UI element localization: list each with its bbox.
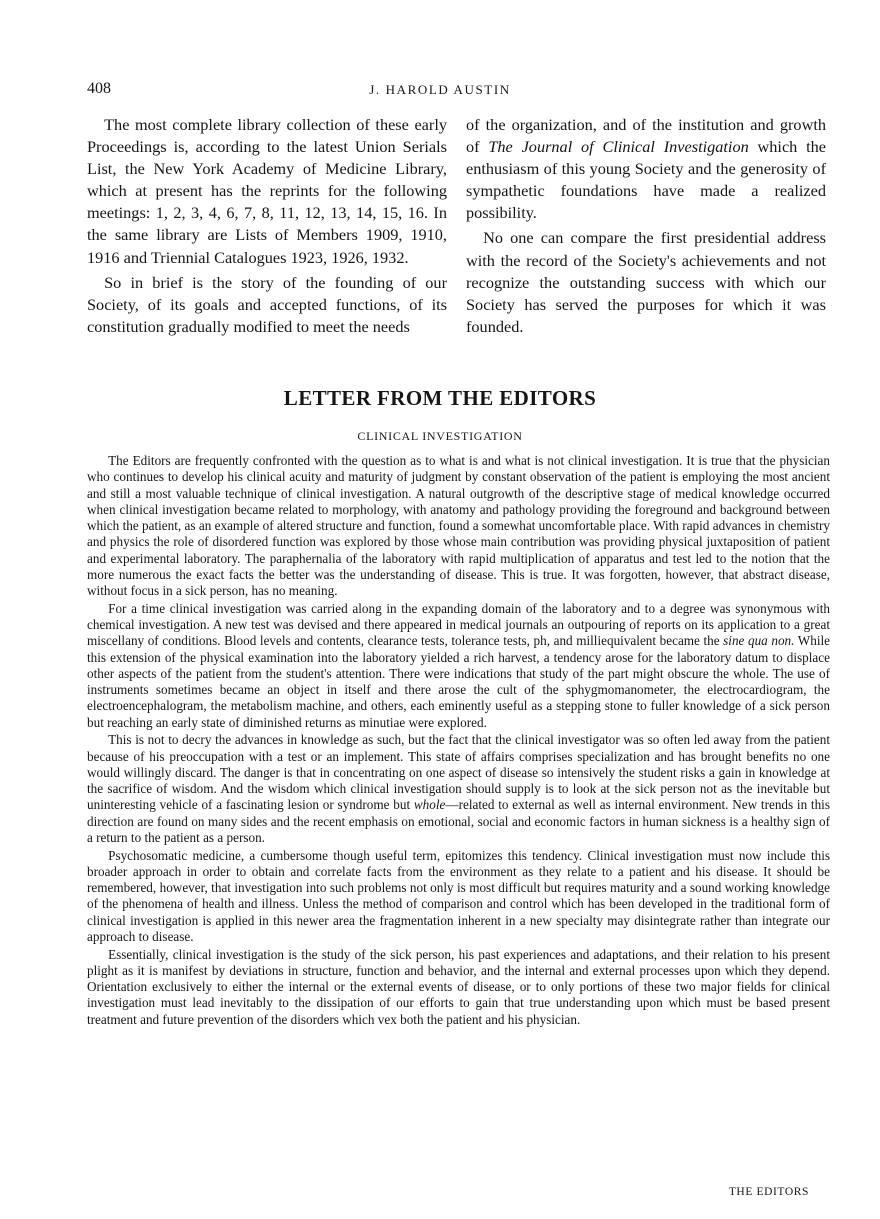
paragraph — [466, 114, 826, 224]
left-column — [87, 114, 447, 338]
section-subtitle: CLINICAL INVESTIGATION — [357, 429, 523, 443]
italic-word: whole — [413, 797, 446, 813]
text-run: While this extension of the physical examination into the laboratory yielded a rich harvest, a tendency arose for the laboratory datum to displace other aspects of the patient from the student's attention. There were indications that study of the part might obscure the whole. The use of instruments sometimes became an object in itself and there arose the cult of the sphygmomanometer, the electrocardiogram, the electroencephalogram, the metabolism machine, and others, each eminently useful as a stepping stone to fuller knowledge of a sick person but reaching an early state of diminished returns as minutiae were explored. — [87, 633, 830, 730]
italic-phrase: sine qua non. — [723, 633, 795, 649]
paragraph: No one can compare the first presidential address with the record of the Society's achievements and not recognize the outstanding success with which our Society has served the purposes for which it was founded. — [466, 228, 826, 336]
paragraph: So in brief is the story of the founding of our Society, of its goals and accepted functions, of its constitution gradually modified to meet the needs — [87, 272, 447, 336]
letter-body — [87, 453, 830, 1028]
text-run: For a time clinical investigation was carried along in the expanding domain of the laboratory and to a degree was synonymous with chemical investigation. A new test was devised and there appeared in medical journals an outpouring of reports on its application to a great miscellany of conditions. Blood levels and contents, clearance tests, tolerance tests, ph, and milliequivalent became the — [87, 600, 830, 649]
running-head: J. HAROLD AUSTIN — [369, 82, 511, 97]
paragraph — [87, 601, 830, 731]
paragraph: Psychosomatic medicine, a cumbersome though useful term, epitomizes this tendency. Clinical investigation must now include this broader approach in order to obtain and correlate facts from the environment as they relate to a patient and his disease. It should be remembered, however, that investigation into such problems not only is most difficult but requires maturity and a sound working knowledge of the phenomena of health and illness. Unless the method of comparison and control which has been developed in the traditional form of clinical investigation is applied in this newer area the fragmentation inherent in a new specialty may disintegrate rather than integrate our approach to disease. — [87, 847, 830, 944]
text-run: —related to external as well as internal environment. New trends in this direction are found on many sides and the recent emphasis on emotional, social and economic factors in human sickness is a healthy sign of a return to the patient as a person. — [87, 797, 830, 845]
right-column — [466, 114, 826, 338]
paragraph: The most complete library collection of these early Proceedings is, according to the latest Union Serials List, the New York Academy of Medicine Library, which at present has the reprints for the following meetings: 1, 2, 3, 4, 6, 7, 8, 11, 12, 13, 14, 15, 16. In the same library are Lists of Members 1909, 1910, 1916 and Triennial Catalogues 1923, 1926, 1932. — [87, 115, 447, 267]
signature: THE EDITORS — [728, 1186, 809, 1198]
paragraph: Essentially, clinical investigation is the study of the sick person, his past experiences and adaptations, and their relation to his present plight as it is manifest by deviations in structure, function and behavior, and the internal and external processes upon which they depend. Orientation exclusively to either the internal or the external events of disease, or to only portions of these two major fields for clinical investigation must lead inevitably to the dissipation of our efforts to gain that true understanding upon which must be based present treatment and future prevention of the disorders which vex both the patient and his physician. — [87, 946, 830, 1027]
text-run: of the organization, and of the institution and growth of — [466, 115, 826, 157]
paragraph: The Editors are frequently confronted with the question as to what is and what is not clinical investigation. It is true that the physician who continues to develop his clinical acuity and maturity of judgment by constant observation of the patient is employing the most ancient and still a most valuable technique of clinical investigation. A natural outgrowth of the descriptive stage of medical knowledge occurred when clinical investigation became related to morphology, with anatomy and pathology providing the foreground and background between which the patient, as an example of altered structure and function, found a somewhat uncomfortable place. With rapid advances in chemistry and physics the role of disordered function was explored by those whose main contribution was providing physical juxtaposition of patient and experimental laboratory. The paraphernalia of the laboratory with rapid multiplication of apparatus and test led to the notion that the more numerous the exact facts the better was the understanding of disease. This is true. It was forgotten, however, that abstract disease, without focus in a sick person, has no meaning. — [87, 453, 830, 598]
paragraph — [87, 732, 830, 846]
text-run: This is not to decry the advances in knowledge as such, but the fact that the clinical investigator was so often led away from the patient because of his preoccupation with a test or an implement. This state of affairs comprises specialization and has brought benefits no one would willingly discard. The danger is that in concentrating on one aspect of disease so intensively the student risks a gain in knowledge at the sacrifice of wisdom. And the wisdom which clinical investigation should supply is to look at the sick person not as the inevitable but uninteresting vehicle of a fascinating lesion or syndrome but — [87, 732, 830, 813]
page-number: 408 — [87, 80, 111, 97]
section-title: LETTER FROM THE EDITORS — [283, 386, 597, 410]
text-run: which the enthusiasm of this young Society and the generosity of sympathetic foundations have made a realized possibility. — [466, 137, 826, 223]
journal-title: The Journal of Clinical Investigation — [488, 137, 749, 157]
